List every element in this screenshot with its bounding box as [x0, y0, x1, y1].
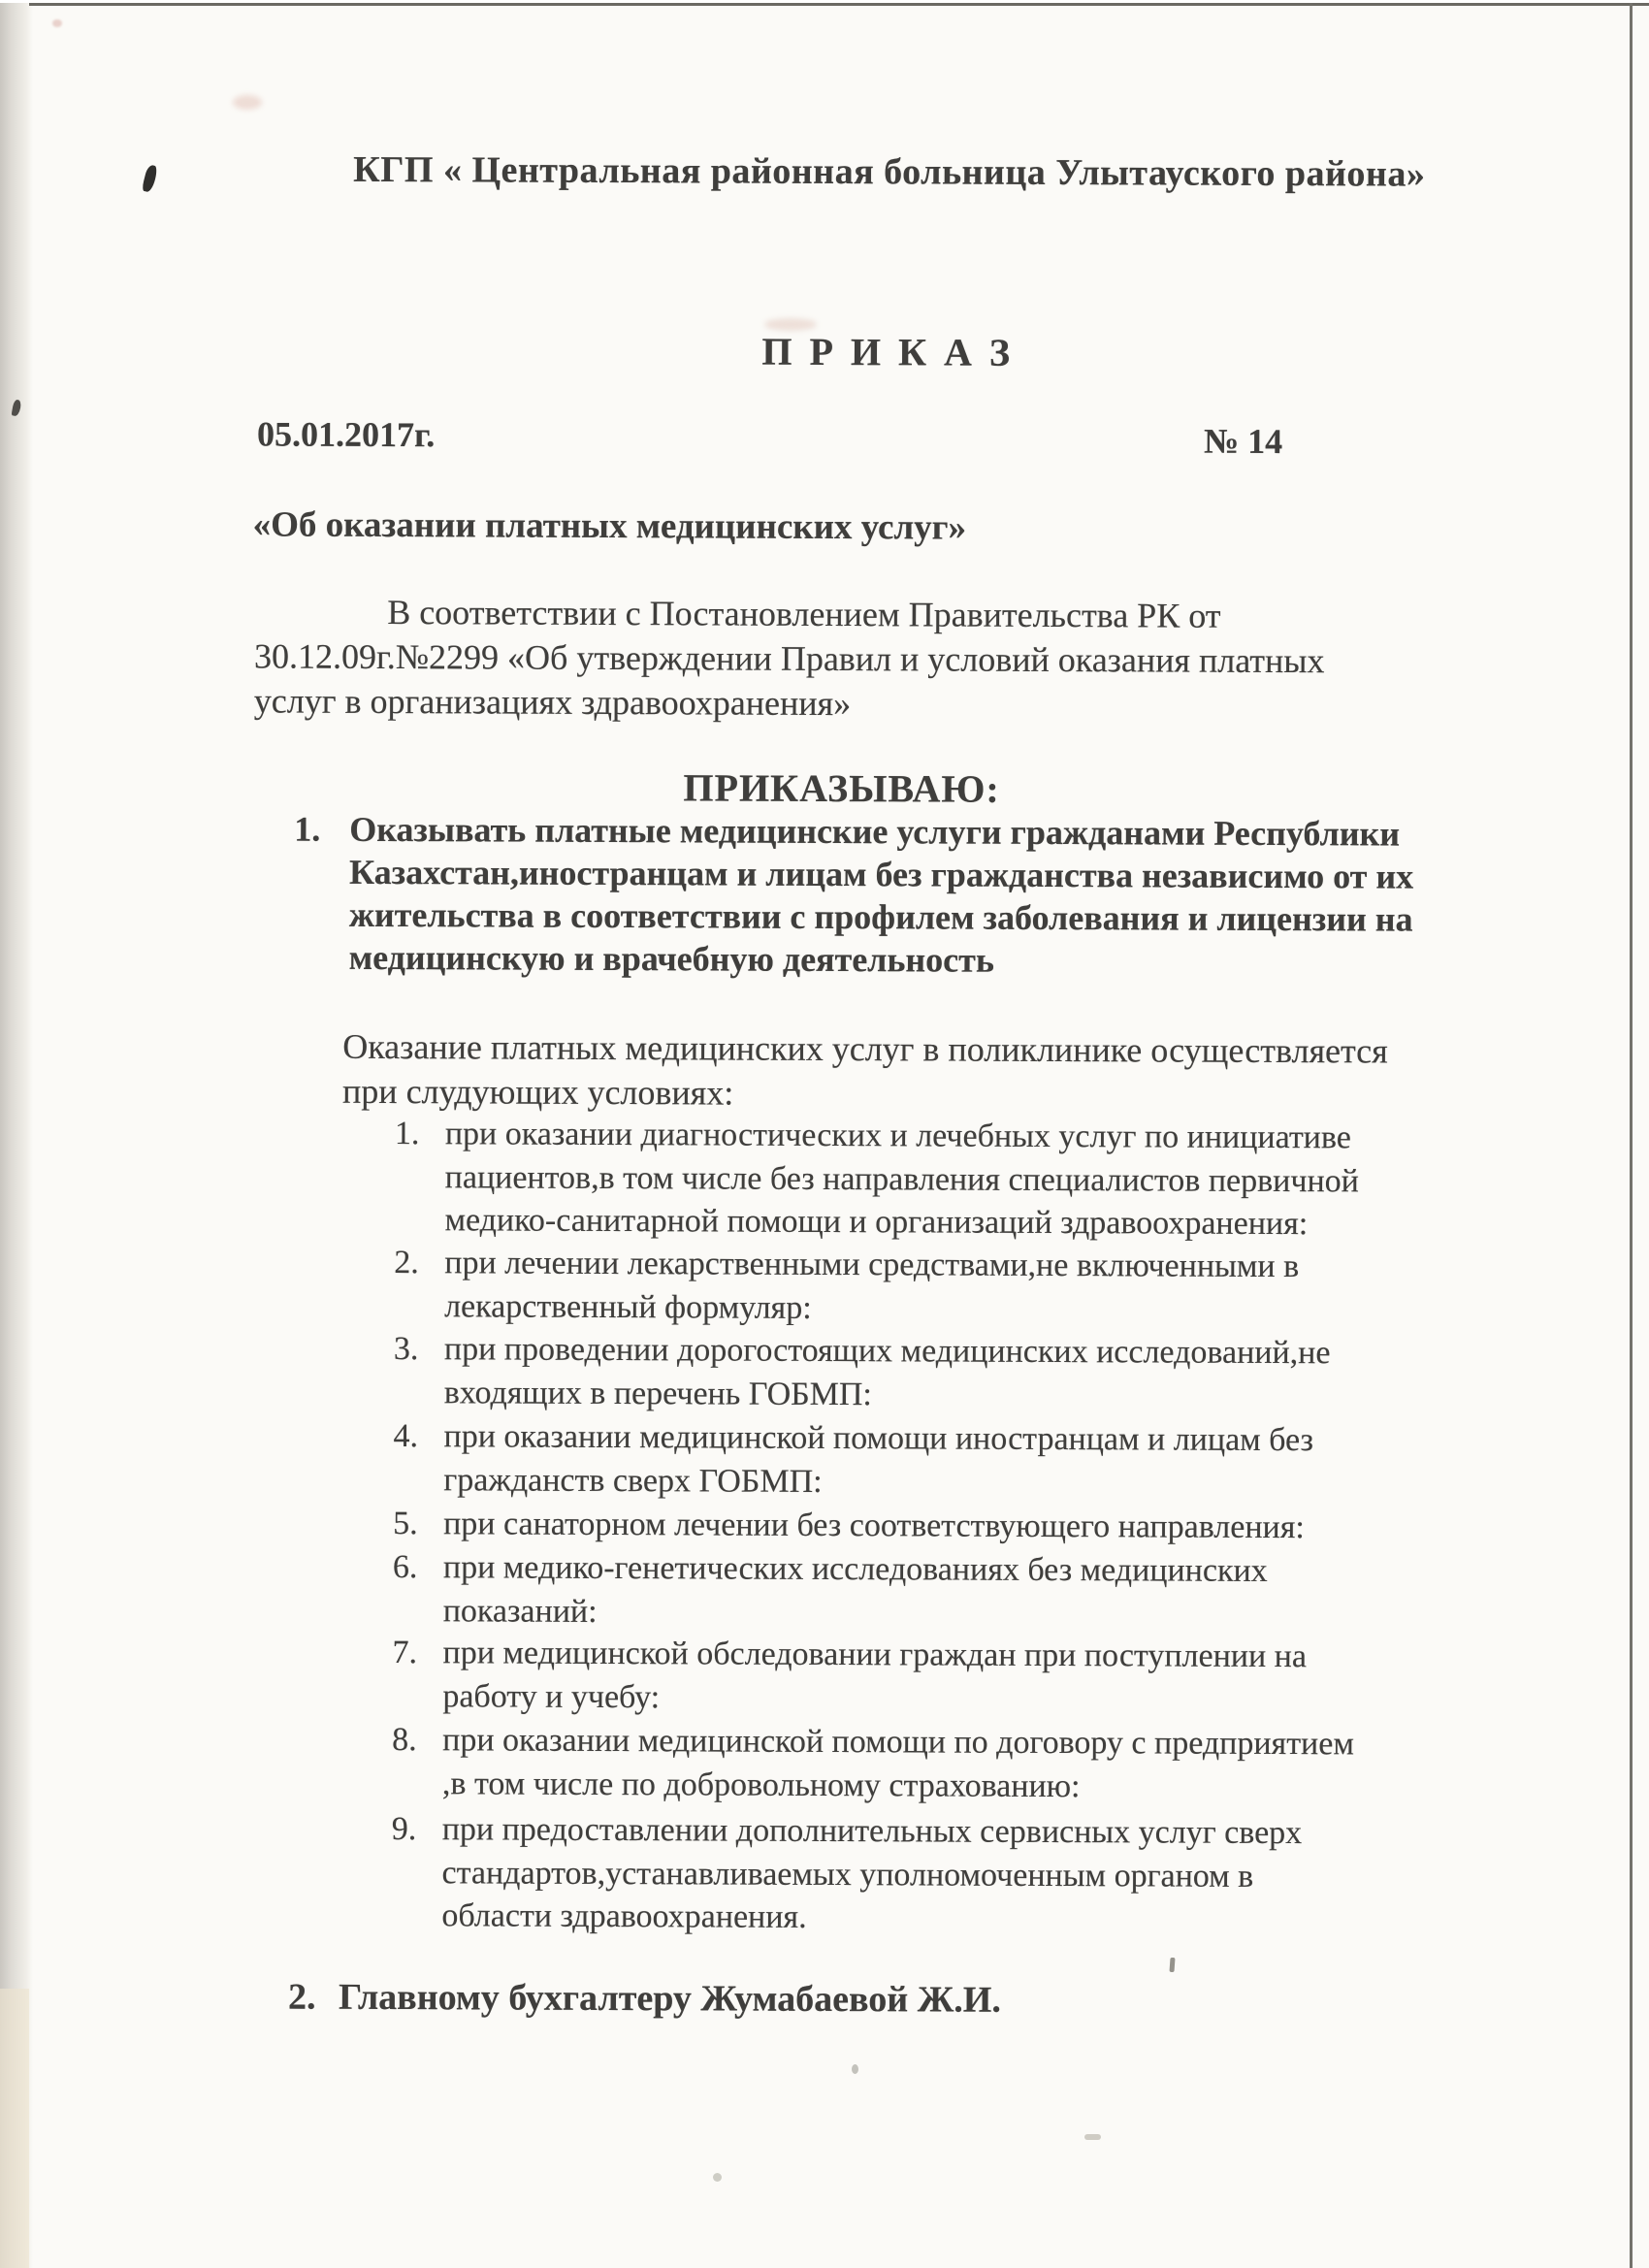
- condition-item-9: [391, 1808, 1303, 1941]
- order-item-2-number: 2.: [287, 1976, 316, 2018]
- condition-line: показаний:: [442, 1592, 598, 1630]
- condition-number: 2.: [394, 1245, 419, 1281]
- condition-line: при медицинской обследовании граждан при поступлении на: [442, 1635, 1308, 1675]
- condition-line: при оказании медицинской помощи по договору с предприятием: [442, 1722, 1354, 1763]
- condition-number: 3.: [393, 1331, 419, 1368]
- condition-number: 6.: [392, 1549, 418, 1586]
- order-item-1-line: Оказывать платные медицинские услуги гражданами Республики: [349, 809, 1401, 854]
- document-title: П Р И К А З: [761, 329, 1015, 374]
- condition-line: при санаторном лечении без соответствующего направления:: [443, 1506, 1305, 1546]
- condition-number: 5.: [393, 1506, 418, 1542]
- preamble: [254, 589, 1325, 728]
- condition-line: лекарственный формуляр:: [444, 1287, 812, 1326]
- condition-number: 8.: [392, 1722, 417, 1759]
- condition-item-5: [393, 1503, 1305, 1549]
- preamble-line: В соответствии с Постановлением Правительства РК от: [387, 593, 1221, 635]
- condition-line: стандартов,устанавливаемых уполномоченным органом в: [441, 1854, 1254, 1895]
- condition-number: 7.: [392, 1635, 418, 1671]
- preamble-line: 30.12.09г.№2299 «Об утверждении Правил и условий оказания платных: [253, 636, 1325, 681]
- condition-line: при проведении дорогостоящих медицинских исследований,не: [443, 1331, 1331, 1372]
- condition-item-2: [394, 1242, 1300, 1332]
- conditions-intro-line: Оказание платных медицинских услуг в поликлинике осуществляется: [342, 1026, 1388, 1071]
- order-item-1-number: 1.: [294, 809, 321, 849]
- condition-item-6: [392, 1546, 1268, 1636]
- condition-item-4: [393, 1415, 1314, 1506]
- org-name: КГП « Центральная районная больница Улытауского района»: [353, 148, 1426, 195]
- document-subject: «Об оказании платных медицинских услуг»: [252, 504, 967, 548]
- condition-line: ,в том числе по добровольному страхованию:: [441, 1765, 1081, 1804]
- condition-line: пациентов,в том числе без направления специалистов первичной: [444, 1158, 1359, 1199]
- conditions-intro: [342, 1024, 1388, 1118]
- order-item-1-line: Казахстан,иностранцам и лицам без гражданства независимо от их: [348, 852, 1414, 896]
- order-item-1-line: медицинскую и врачебную деятельность: [348, 937, 995, 980]
- condition-line: входящих в перечень ГОБМП:: [443, 1374, 873, 1412]
- condition-line: при лечении лекарственными средствами,не включенными в: [444, 1245, 1300, 1285]
- document-number: № 14: [1203, 421, 1283, 462]
- condition-item-7: [392, 1632, 1308, 1722]
- order-item-1-line: жительства в соответствии с профилем заболевания и лицензии на: [348, 894, 1413, 939]
- condition-line: области здравоохранения.: [441, 1897, 807, 1935]
- order-item-1: [294, 808, 1414, 984]
- document-date: 05.01.2017г.: [256, 414, 436, 455]
- order-item-2-text: Главному бухгалтеру Жумабаевой Ж.И.: [338, 1976, 1001, 2021]
- condition-line: при оказании диагностических и лечебных услуг по инициативе: [444, 1116, 1351, 1156]
- condition-line: при оказании медицинской помощи иностранцам и лицам без: [443, 1418, 1314, 1459]
- condition-line: работу и учебу:: [442, 1677, 661, 1715]
- conditions-intro-line: при слудующих условиях:: [342, 1071, 734, 1113]
- condition-line: при предоставлении дополнительных сервисных услуг сверх: [441, 1811, 1303, 1852]
- condition-item-1: [394, 1113, 1359, 1247]
- condition-number: 1.: [394, 1116, 420, 1152]
- condition-item-3: [393, 1328, 1331, 1418]
- resolution-heading: ПРИКАЗЫВАЮ:: [683, 765, 1000, 811]
- order-item-2: [288, 1976, 1001, 2022]
- condition-item-8: [392, 1719, 1354, 1809]
- preamble-line: услуг в организациях здравоохранения»: [253, 681, 852, 724]
- condition-line: при медико-генетических исследованиях без медицинских: [442, 1549, 1268, 1589]
- condition-number: 9.: [391, 1811, 417, 1848]
- condition-number: 4.: [393, 1418, 419, 1455]
- condition-line: гражданств сверх ГОБМП:: [443, 1461, 823, 1500]
- condition-line: медико-санитарной помощи и организаций здравоохранения:: [444, 1202, 1309, 1243]
